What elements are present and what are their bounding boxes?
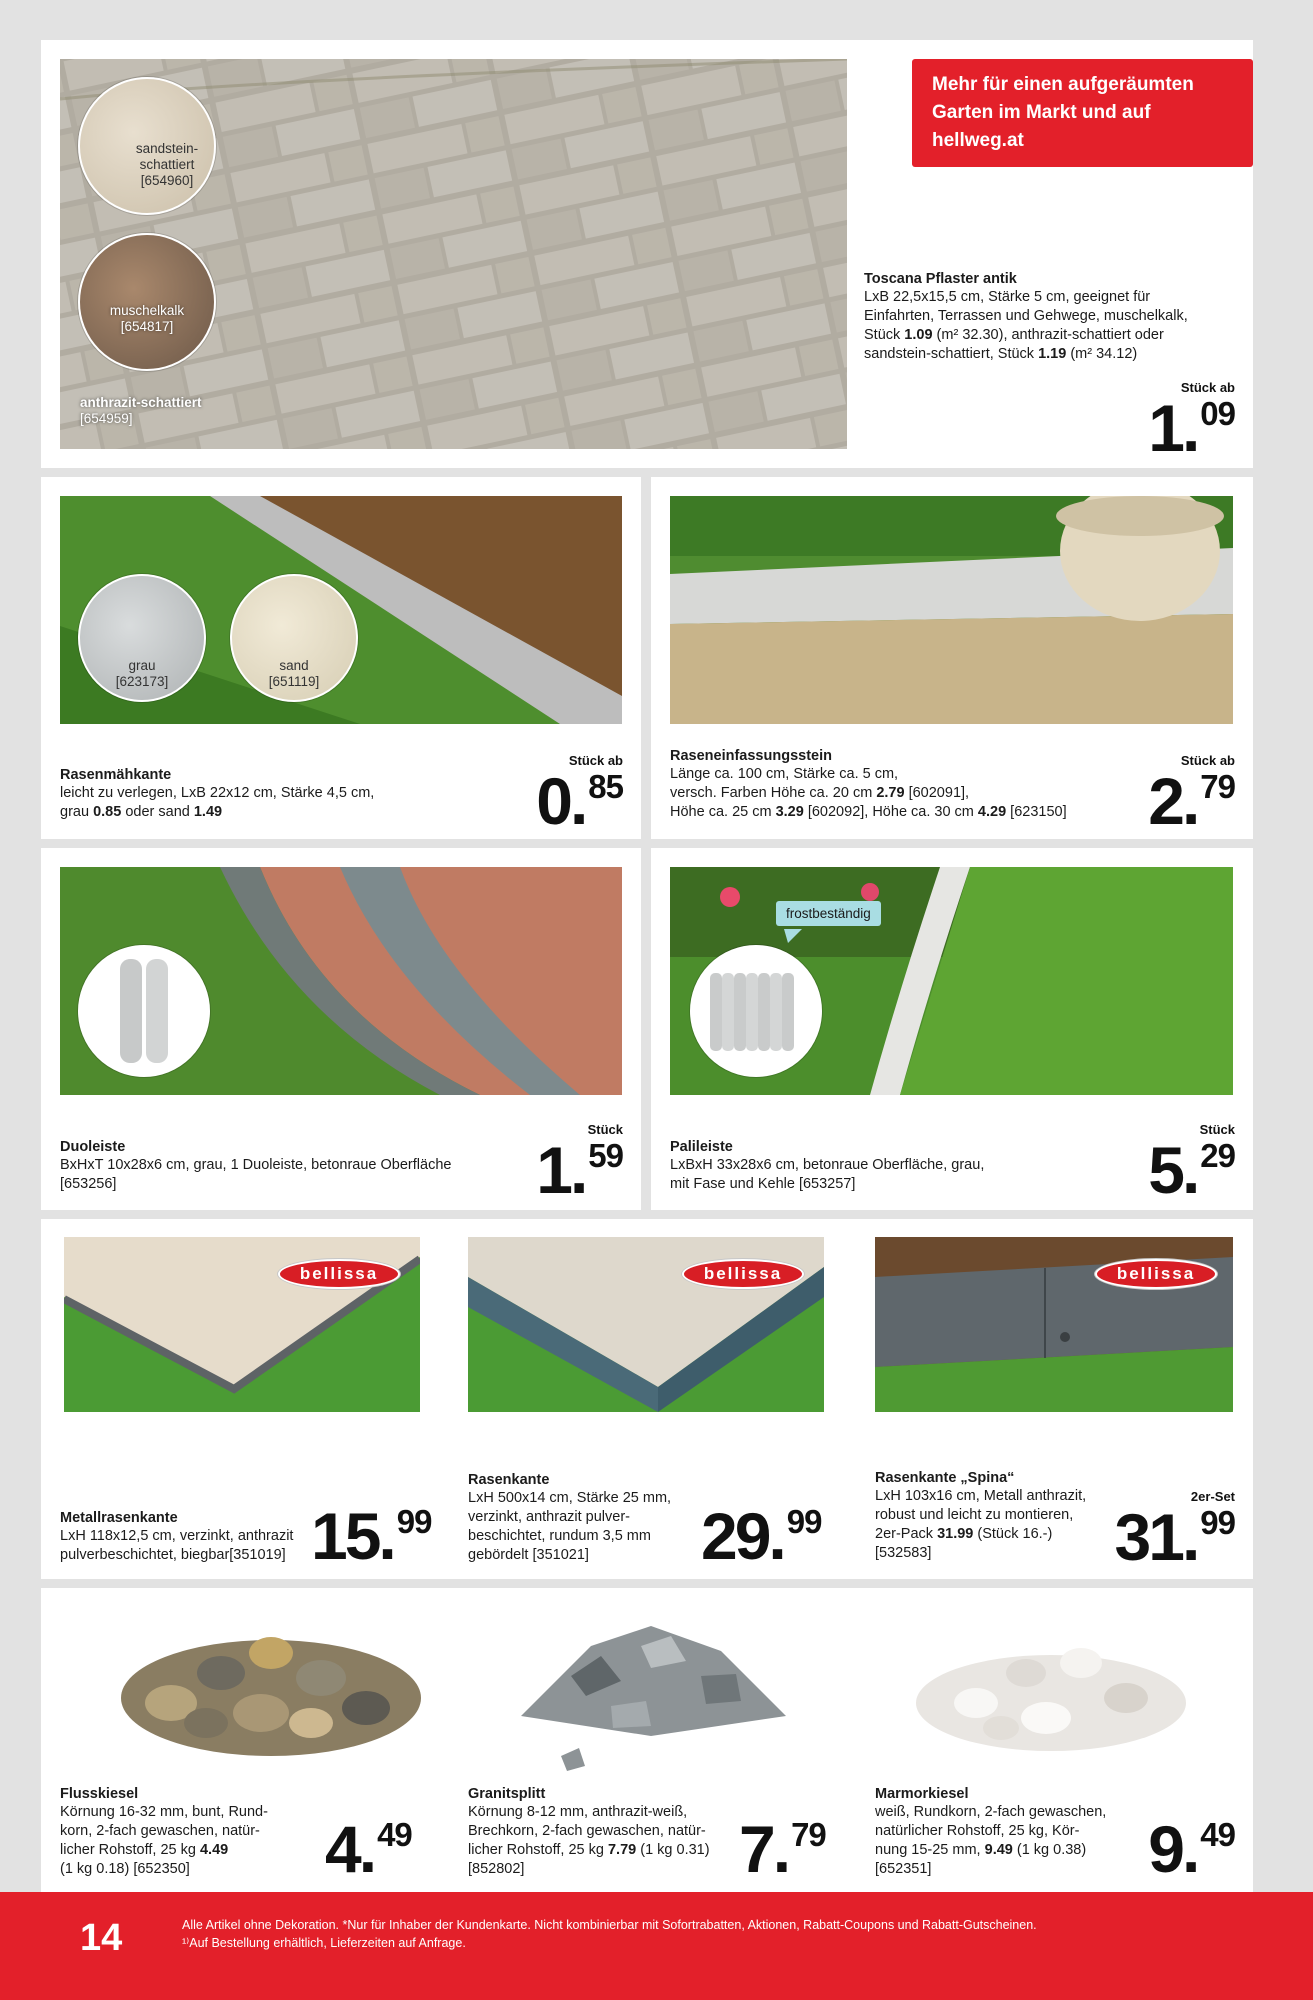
spina-description: [875, 1469, 1135, 1563]
price-dec: 49: [1200, 1816, 1235, 1853]
desc-line: verzinkt, anthrazit pulver-: [468, 1509, 630, 1525]
desc-line: Körnung 8-12 mm, anthrazit-weiß,: [468, 1804, 688, 1820]
desc-line: [468, 1841, 718, 1860]
text: versch. Farben Höhe ca. 20 cm: [670, 785, 877, 801]
price-unit: Stück ab: [1180, 380, 1235, 395]
price-dot: .: [1181, 1812, 1201, 1886]
price-dec: 29: [1200, 1137, 1235, 1174]
desc-line: robust und leicht zu montieren,: [875, 1507, 1074, 1523]
price-int: 5: [1148, 1133, 1182, 1207]
price-dot: .: [569, 1133, 589, 1207]
product-title: Rasenkante: [468, 1472, 550, 1488]
swatch-name: grau: [128, 658, 156, 673]
text: [602091],: [904, 785, 970, 801]
swatch-code: [651119]: [268, 674, 320, 689]
desc-line: [670, 784, 1110, 803]
palileiste-photo: [670, 867, 1233, 1095]
palileiste-description: [670, 1138, 1110, 1194]
desc-line: [60, 1841, 300, 1860]
desc-line: weiß, Rundkorn, 2-fach gewaschen,: [875, 1804, 1107, 1820]
bubble-tail-icon: [784, 929, 802, 943]
inline-price: 3.29: [775, 804, 804, 820]
marmorkiesel-description: [875, 1785, 1145, 1879]
inline-price: 2.79: [876, 785, 905, 801]
desc-line: (1 kg 0.18) [652350]: [60, 1861, 190, 1877]
price-unit: Stück: [1199, 1122, 1235, 1137]
text: licher Rohstoff, 25 kg: [60, 1842, 200, 1858]
swatch-label-anthrazit: [80, 395, 202, 427]
product-title: Marmorkiesel: [875, 1786, 969, 1802]
price-rasenkante: [701, 1499, 822, 1573]
price-dot: .: [1181, 391, 1201, 465]
promo-banner[interactable]: [912, 59, 1253, 167]
swatch-code: [654817]: [120, 319, 174, 334]
raseneinfassung-description: [670, 747, 1110, 822]
price-unit: Stück ab: [1180, 753, 1235, 768]
inline-price: 31.99: [937, 1526, 974, 1542]
footer-note-line: Alle Artikel ohne Dekoration. *Nur für Inhaber der Kundenkarte. Nicht kombinierbar mit Sofortrabatten, Aktionen, Rabatt-Coupons und Rabatt-Gutscheinen.: [182, 1918, 1037, 1932]
toscana-photo: [60, 59, 847, 449]
text: oder sand: [121, 804, 194, 820]
price-dec: 79: [791, 1816, 826, 1853]
swatch-label-sand: [230, 658, 358, 690]
price-spina: [1114, 1489, 1235, 1574]
metallrasenkante-description: [60, 1509, 320, 1565]
spina-photo: [875, 1237, 1233, 1412]
product-card-raseneinfassung: [651, 477, 1253, 839]
price-dec: 49: [377, 1816, 412, 1853]
product-title: Duoleiste: [60, 1139, 126, 1155]
duoleiste-icon: [118, 955, 172, 1067]
footer: [0, 1892, 1313, 2000]
price-dec: 99: [396, 1503, 432, 1540]
desc-line: korn, 2-fach gewaschen, natür-: [60, 1823, 260, 1839]
price-granitsplitt: [739, 1812, 826, 1886]
curb-stone-illustration: [670, 496, 1233, 724]
promo-text: Mehr für einen aufgeräumten Garten im Markt und auf hellweg.at: [932, 74, 1194, 151]
duoleiste-photo: [60, 867, 622, 1095]
price-dec: 59: [588, 1137, 623, 1174]
text: licher Rohstoff, 25 kg: [468, 1842, 608, 1858]
inline-price: 1.09: [904, 327, 933, 343]
bellissa-logo: [278, 1259, 400, 1289]
footer-note-line: ¹⁾Auf Bestellung erhältlich, Lieferzeiten auf Anfrage.: [182, 1936, 466, 1950]
desc-line: BxHxT 10x28x6 cm, grau, 1 Duoleiste, betonraue Oberfläche: [60, 1157, 452, 1173]
brand-text: bellissa: [703, 1264, 783, 1283]
desc-line: beschichtet, rundum 3,5 mm: [468, 1528, 651, 1544]
product-title: Rasenmähkante: [60, 767, 172, 783]
desc-line: LxB 22,5x15,5 cm, Stärke 5 cm, geeignet für: [864, 289, 1151, 305]
swatch-muschelkalk: [78, 233, 216, 371]
flusskiesel-description: [60, 1785, 300, 1879]
toscana-description: [864, 270, 1244, 364]
swatch-code: [654960]: [140, 173, 194, 188]
inline-price: 1.49: [193, 804, 223, 820]
desc-line: gebördelt [351021]: [468, 1547, 589, 1563]
bellissa-logo: [682, 1259, 804, 1289]
product-title: Flusskiesel: [60, 1786, 139, 1802]
inline-price: 0.85: [93, 804, 122, 820]
marmorkiesel-image: [906, 1608, 1196, 1758]
price-int: 1: [536, 1133, 570, 1207]
text: 2er-Pack: [875, 1526, 938, 1542]
metallrasenkante-photo: [64, 1237, 420, 1412]
text: sandstein-schattiert, Stück: [864, 346, 1039, 362]
price-unit: Stück ab: [568, 753, 623, 768]
swatch-name: sandstein-: [135, 141, 199, 156]
swatch-label-grau: [78, 658, 206, 690]
swatch-code: [623173]: [115, 674, 169, 689]
price-dec: 09: [1200, 395, 1235, 432]
price-dot: .: [1181, 1133, 1201, 1207]
price-int: 15: [311, 1499, 379, 1573]
price-duoleiste: [536, 1122, 623, 1207]
inline-price: 1.19: [1038, 346, 1067, 362]
product-row-stones: [41, 1588, 1253, 1892]
price-dot: .: [772, 1812, 792, 1886]
text: (1 kg 0.38): [1012, 1842, 1087, 1858]
price-int: 7: [739, 1812, 773, 1886]
product-title: Granitsplitt: [468, 1786, 546, 1802]
desc-line: [864, 345, 1244, 364]
product-card-palileiste: [651, 848, 1253, 1210]
text: (Stück 16.-): [973, 1526, 1053, 1542]
price-palileiste: [1148, 1122, 1235, 1207]
desc-line: Brechkorn, 2-fach gewaschen, natür-: [468, 1823, 706, 1839]
swatch-name: schattiert: [139, 157, 195, 172]
product-card-duoleiste: [41, 848, 641, 1210]
product-title: Rasenkante „Spina“: [875, 1470, 1015, 1486]
brand-text: bellissa: [1116, 1264, 1196, 1283]
text: (1 kg 0.31): [636, 1842, 710, 1858]
swatch-name: muschelkalk: [109, 303, 185, 318]
text: [602092], Höhe ca. 30 cm: [803, 804, 978, 820]
swatch-label-sandstein: [105, 141, 229, 189]
rasenkante-photo: [468, 1237, 824, 1412]
footer-note: [182, 1916, 1037, 1952]
swatch-code: [654959]: [80, 411, 133, 426]
price-int: 31: [1114, 1500, 1182, 1574]
text: (m² 32.30), anthrazit-schattiert oder: [932, 327, 1164, 343]
desc-line: [875, 1525, 1135, 1544]
desc-line: Länge ca. 100 cm, Stärke ca. 5 cm,: [670, 766, 899, 782]
desc-line: mit Fase und Kehle [653257]: [670, 1176, 856, 1192]
product-title: Toscana Pflaster antik: [864, 271, 1017, 287]
desc-line: [60, 803, 480, 822]
duoleiste-description: [60, 1138, 500, 1194]
granitsplitt-image: [501, 1606, 801, 1776]
desc-line: LxBxH 33x28x6 cm, betonraue Oberfläche, grau,: [670, 1157, 985, 1173]
price-int: 2: [1148, 764, 1182, 838]
desc-line: pulverbeschichtet, biegbar[351019]: [60, 1547, 286, 1563]
desc-line: LxH 118x12,5 cm, verzinkt, anthrazit: [60, 1528, 294, 1544]
product-card-toscana: [41, 40, 1253, 468]
price-int: 9: [1148, 1812, 1182, 1886]
desc-line: natürlicher Rohstoff, 25 kg, Kör-: [875, 1823, 1080, 1839]
granitsplitt-description: [468, 1785, 718, 1879]
product-title: Palileiste: [670, 1139, 733, 1155]
swatch-label-muschelkalk: [80, 303, 214, 335]
inline-price: 4.29: [977, 804, 1007, 820]
price-int: 0: [536, 764, 570, 838]
text: Stück: [864, 327, 905, 343]
desc-line: [532583]: [875, 1545, 932, 1561]
price-dec: 85: [588, 768, 623, 805]
price-int: 4: [325, 1812, 359, 1886]
product-title: Metallrasenkante: [60, 1510, 178, 1526]
price-toscana: [1148, 380, 1235, 465]
frost-bubble: [776, 901, 881, 926]
price-unit: 2er-Set: [1190, 1489, 1235, 1504]
price-metallrasenkante: [311, 1499, 432, 1573]
desc-line: LxH 103x16 cm, Metall anthrazit,: [875, 1488, 1087, 1504]
product-card-rasenmaehkante: [41, 477, 641, 839]
price-flusskiesel: [325, 1812, 412, 1886]
desc-line: [652351]: [875, 1861, 932, 1877]
price-int: 29: [701, 1499, 769, 1573]
rasenmaehkante-photo: [60, 496, 622, 724]
price-raseneinfassung: [1148, 753, 1235, 838]
bubble-text: frostbeständig: [786, 906, 871, 921]
price-unit: Stück: [587, 1122, 623, 1137]
inline-price: 9.49: [984, 1842, 1013, 1858]
price-dot: .: [569, 764, 589, 838]
price-dot: .: [1181, 764, 1201, 838]
swatch-name: anthrazit-schattiert: [80, 395, 202, 410]
desc-line: Einfahrten, Terrassen und Gehwege, muschelkalk,: [864, 308, 1188, 324]
product-row-bellissa: [41, 1219, 1253, 1579]
desc-line: [852802]: [468, 1861, 525, 1877]
price-marmorkiesel: [1148, 1812, 1235, 1886]
price-int: 1: [1148, 391, 1182, 465]
product-title: Raseneinfassungsstein: [670, 748, 832, 764]
desc-line: Körnung 16-32 mm, bunt, Rund-: [60, 1804, 268, 1820]
text: Höhe ca. 25 cm: [670, 804, 776, 820]
price-dec: 99: [786, 1503, 822, 1540]
page-number: 14: [80, 1917, 123, 1959]
swatch-name: sand: [279, 658, 309, 673]
bellissa-logo: [1095, 1259, 1217, 1289]
price-dot: .: [358, 1812, 378, 1886]
price-dot: .: [1181, 1500, 1201, 1574]
flusskiesel-image: [111, 1598, 431, 1758]
price-dec: 79: [1200, 768, 1235, 805]
price-dot: .: [378, 1499, 397, 1573]
text: (m² 34.12): [1066, 346, 1138, 362]
inline-price: 4.49: [199, 1842, 229, 1858]
rasenkante-description: [468, 1471, 708, 1565]
palileiste-icon: [708, 967, 804, 1055]
price-dec: 99: [1200, 1504, 1235, 1541]
text: [623150]: [1006, 804, 1067, 820]
desc-line: LxH 500x14 cm, Stärke 25 mm,: [468, 1490, 672, 1506]
price-rasenmaehkante: [536, 753, 623, 838]
desc-line: leicht zu verlegen, LxB 22x12 cm, Stärke 4,5 cm,: [60, 785, 375, 801]
text: nung 15-25 mm,: [875, 1842, 985, 1858]
raseneinfassung-photo: [670, 496, 1233, 724]
desc-line: [864, 326, 1244, 345]
price-dot: .: [768, 1499, 787, 1573]
brand-text: bellissa: [299, 1264, 379, 1283]
rasenmaehkante-description: [60, 766, 480, 822]
desc-line: [875, 1841, 1145, 1860]
desc-line: [653256]: [60, 1176, 117, 1192]
text: grau: [60, 804, 94, 820]
desc-line: [670, 803, 1110, 822]
inline-price: 7.79: [607, 1842, 637, 1858]
